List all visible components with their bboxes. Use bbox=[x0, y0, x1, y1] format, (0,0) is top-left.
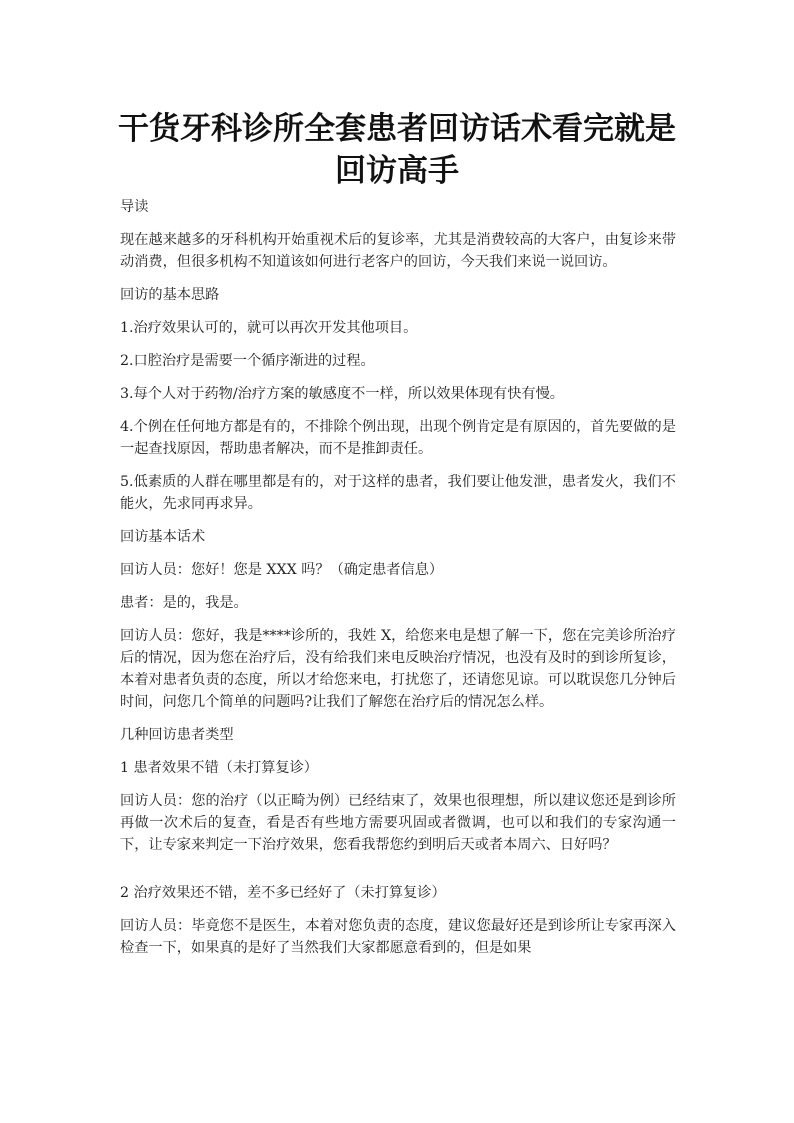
paragraph-intro: 现在越来越多的牙科机构开始重视术后的复诊率，尤其是消费较高的大客户，由复诊来带动消费，但很多机构不知道该如何进行老客户的回访，今天我们来说一说回访。 bbox=[120, 232, 676, 270]
dialogue-line: 回访人员：您的治疗（以正畸为例）已经结束了，效果也很理想，所以建议您还是到诊所再做一次术后的复查，看是否有些地方需要巩固或者微调，也可以和我们的专家沟通一下，让专家来判定一下治疗效果，您看我帮您约到明后天或者本周六、日好吗？ bbox=[120, 793, 676, 853]
heading-intro: 导读 bbox=[120, 199, 149, 215]
subheading-type-1: 1 患者效果不错（未打算复诊） bbox=[120, 760, 318, 776]
dialogue-line: 回访人员：毕竟您不是医生，本着对您负责的态度，建议您最好还是到诊所让专家再深入检查一下，如果真的是好了当然我们大家都愿意看到的，但是如果 bbox=[120, 918, 676, 956]
list-item: 5.低素质的人群在哪里都是有的，对于这样的患者，我们要让他发泄，患者发火，我们不能火，先求同再求异。 bbox=[120, 474, 676, 512]
list-item: 2.口腔治疗是需要一个循序渐进的过程。 bbox=[120, 353, 375, 369]
title-line-1: 干货牙科诊所全套患者回访话术看完就是 bbox=[118, 111, 676, 147]
subheading-type-2: 2 治疗效果还不错，差不多已经好了（未打算复诊） bbox=[120, 885, 446, 901]
document-body bbox=[120, 196, 676, 970]
list-item: 1.治疗效果认可的，就可以再次开发其他项目。 bbox=[120, 320, 418, 336]
dialogue-line: 回访人员：您好！您是 XXX 吗？（确定患者信息） bbox=[120, 562, 444, 578]
heading-basic-approach: 回访的基本思路 bbox=[120, 287, 220, 303]
document-title bbox=[110, 108, 684, 192]
list-item: 3.每个人对于药物/治疗方案的敏感度不一样，所以效果体现有快有慢。 bbox=[120, 386, 564, 402]
dialogue-line: 回访人员：您好，我是****诊所的，我姓 X，给您来电是想了解一下，您在完美诊所治疗后的情况，因为您在治疗后，没有给我们来电反映治疗情况，也没有及时的到诊所复诊，本着对患者负责的态度，所以才给您来电，打扰您了，还请您见谅。可以耽误您几分钟后时间，问您几个简单的问题吗?让我们了解您在治疗后的情况怎么样。 bbox=[120, 628, 676, 710]
heading-basic-script: 回访基本话术 bbox=[120, 529, 206, 545]
dialogue-line: 患者：是的，我是。 bbox=[120, 595, 248, 611]
list-item: 4.个例在任何地方都是有的，不排除个例出现，出现个例肯定是有原因的，首先要做的是一起查找原因，帮助患者解决，而不是推卸责任。 bbox=[120, 419, 676, 457]
title-line-2: 回访高手 bbox=[335, 153, 459, 189]
heading-patient-types: 几种回访患者类型 bbox=[120, 727, 234, 743]
